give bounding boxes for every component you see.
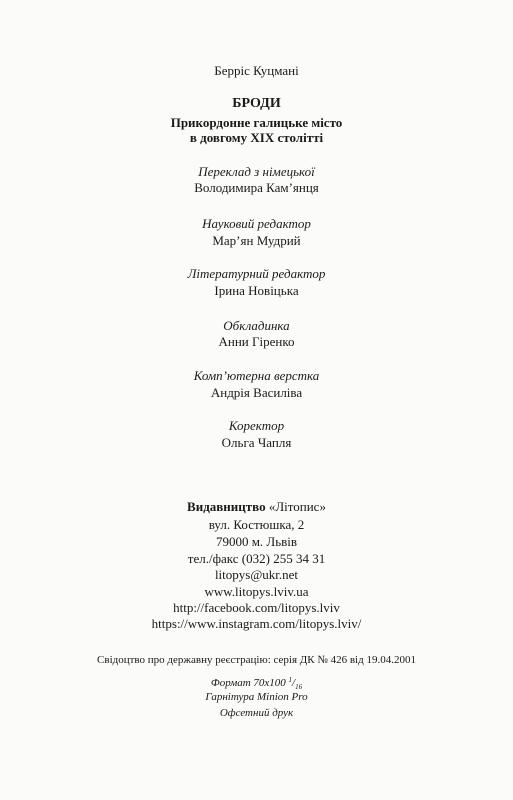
credit-name-layout: Андрія Василіва	[210, 385, 303, 400]
credit-name-translator: Володимира Кам’янця	[194, 180, 319, 195]
publisher-name	[0, 499, 513, 515]
publisher-city: 79000 м. Львів	[215, 534, 298, 549]
book-title: БРОДИ	[232, 96, 281, 111]
credit-role-literary-editor: Літературний редактор	[187, 266, 326, 281]
book-format: Формат 70х100 $^1/_{16}$	[210, 676, 303, 691]
publisher-instagram: https://www.instagram.com/litopys.lviv/	[151, 616, 362, 631]
publisher-phone: тел./факс (032) 255 34 31	[187, 551, 326, 566]
credit-name-cover: Анни Гіренко	[218, 334, 295, 349]
credit-role-cover: Обкладинка	[223, 318, 290, 333]
credit-role-proofreader: Коректор	[228, 418, 285, 433]
format-fraction-den: 16	[295, 683, 303, 691]
printing-method: Офсетний друк	[219, 707, 294, 719]
publisher-website: www.litopys.lviv.ua	[204, 584, 309, 599]
book-subtitle-line-1: Прикордонне галицьке місто	[170, 115, 343, 130]
format-text: Формат 70х100	[210, 677, 286, 689]
credit-name-literary-editor: Ірина Новіцька	[214, 283, 299, 298]
credit-role-scientific-editor: Науковий редактор	[202, 216, 311, 231]
publisher-label: Видавництво	[187, 499, 266, 514]
book-subtitle-line-2: в довгому XIX столітті	[189, 130, 324, 145]
registration-certificate: Свідоцтво про державну реєстрацію: серія ДК № 426 від 19.04.2001	[97, 654, 416, 666]
credit-role-layout: Комп’ютерна верстка	[193, 368, 320, 383]
credit-name-proofreader: Ольга Чапля	[221, 435, 292, 450]
publisher-title: «Літопис»	[268, 499, 326, 514]
publisher-email: litopys@ukr.net	[214, 567, 299, 582]
author-name: Берріс Куцмані	[214, 63, 299, 78]
publisher-facebook: http://facebook.com/litopys.lviv	[173, 600, 340, 615]
format-fraction-num: 1	[288, 676, 293, 684]
publisher-address: вул. Костюшка, 2	[208, 517, 305, 532]
credit-role-translation: Переклад з німецької	[198, 164, 315, 179]
credit-name-scientific-editor: Мар’ян Мудрий	[212, 233, 301, 248]
typeface: Гарнітура Minion Pro	[205, 691, 308, 703]
